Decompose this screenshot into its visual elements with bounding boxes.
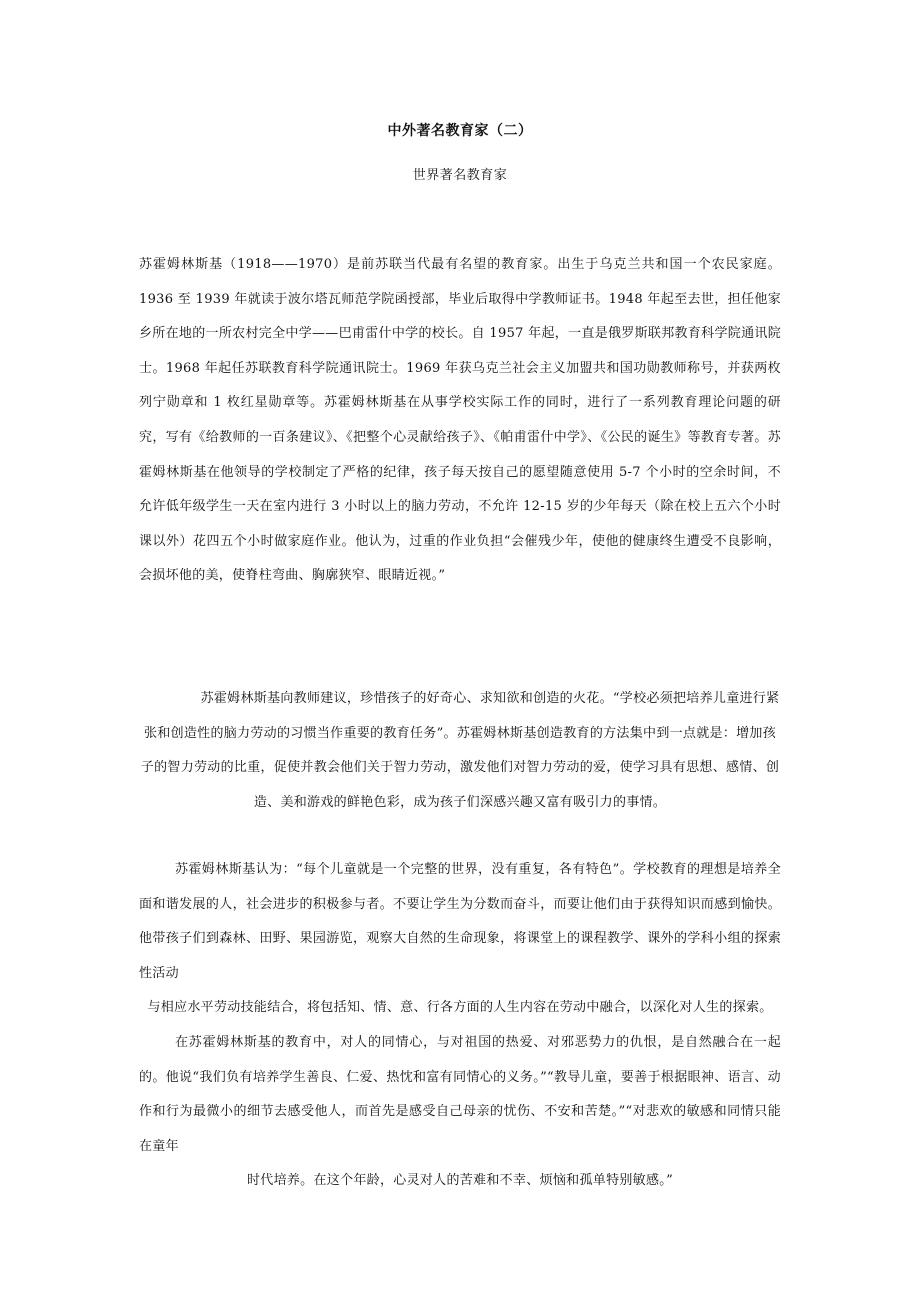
paragraph-sympathy-text: 在苏霍姆林斯基的教育中，对人的同情心，与对祖国的热爱、对邪恶势力的仇恨，是自然融合在一起的。他说“我们负有培养学生善良、仁爱、热忱和富有同情心的义务。”“教导儿童，要善于根据眼神、语言、动作和行为最微小的细节去感受他人，而首先是感受自己母亲的忧伤、不安和苦楚。”“对悲欢的敏感和同情只能在童年 <box>139 1035 781 1154</box>
paragraph-biography: 苏霍姆林斯基（1918——1970）是前苏联当代最有名望的教育家。出生于乌克兰共和国一个农民家庭。1936 至 1939 年就读于波尔塔瓦师范学院函授部，毕业后取得中学教师证书。1948 年起至去世，担任他家乡所在地的一所农村完全中学——巴甫雷什中学的校长。自 1957 年起，一直是俄罗斯联邦教育科学院通讯院士。1968 年起任苏联教育科学院通讯院士。1969 年获乌克兰社会主义加盟共和国功勋教师称号，并获两枚列宁勋章和 1 枚红星勋章等。苏霍姆林斯基在从事学校实际工作的同时，进行了一系列教育理论问题的研究，写有《给教师的一百条建议》、《把整个心灵献给孩子》、《帕甫雷什中学》、《公民的诞生》等教育专著。苏霍姆林斯基在他领导的学校制定了严格的纪律，孩子每天按自己的愿望随意使用 5-7 个小时的空余时间，不允许低年级学生一天在室内进行 3 小时以上的脑力劳动，不允许 12-15 岁的少年每天（除在校上五六个小时课以外）花四五个小时做家庭作业。他认为，过重的作业负担“会催残少年，使他的健康终生遭受不良影响，会损坏他的美，使脊柱弯曲、胸廓狭窄、眼睛近视。” <box>139 257 781 584</box>
paragraph-whole-world-last-line: 与相应水平劳动技能结合，将包括知、情、意、行各方面的人生内容在劳动中融合，以深化对人生的探索。 <box>147 1000 773 1016</box>
paragraph-curiosity <box>139 682 781 820</box>
paragraph-curiosity-text: 苏霍姆林斯基向教师建议，珍惜孩子的好奇心、求知欲和创造的火花。“学校必须把培养儿童进行紧张和创造性的脑力劳动的习惯当作重要的教育任务”。苏霍姆林斯基创造教育的方法集中到一点就是：增加孩子的智力劳动的比重，促使并教会他们关于智力劳动，激发他们对智力劳动的爱，使学习具有思想、感情、创造、美和游戏的鲜艳色彩，成为孩子们深感兴趣又富有吸引力的事情。 <box>140 691 780 810</box>
paragraph-whole-world-text: 苏霍姆林斯基认为：“每个儿童就是一个完整的世界，没有重复，各有特色”。学校教育的理想是培养全面和谐发展的人，社会进步的积极参与者。不要让学生为分数而奋斗，而要让他们由于获得知识而感到愉快。他带孩子们到森林、田野、果园游览，观察大自然的生命现象，将课堂上的课程教学、课外的学科小组的探索性活动 <box>139 862 781 981</box>
paragraph-sympathy <box>139 1026 781 1199</box>
document-subtitle: 世界著名教育家 <box>412 168 508 183</box>
paragraph-sympathy-last-line: 时代培养。在这个年龄，心灵对人的苦难和不幸、烦恼和孤单特别敏感。” <box>246 1173 674 1189</box>
paragraph-whole-world <box>139 853 781 1026</box>
document-title: 中外著名教育家（二） <box>387 123 533 139</box>
